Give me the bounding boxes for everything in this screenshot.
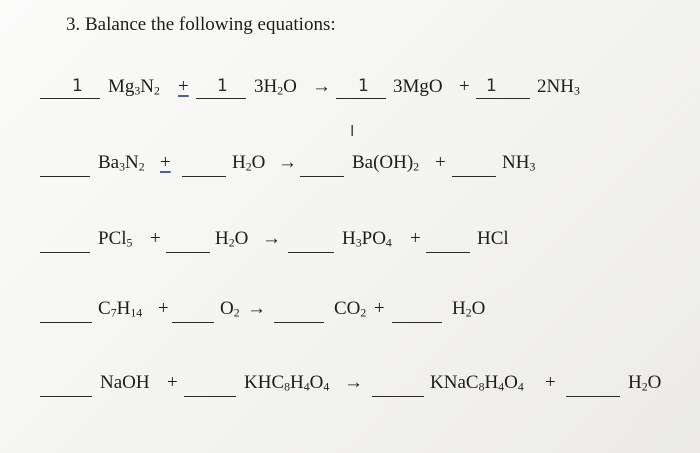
species-formula: $H_3PO_4$ [342,228,392,250]
coefficient-blank[interactable] [40,176,90,177]
species-formula: HCl [477,228,509,249]
coefficient-blank[interactable] [336,98,386,99]
coefficient-blank[interactable] [426,252,470,253]
coefficient-blank[interactable] [40,252,90,253]
arrow-operator: → [344,372,363,393]
arrow-operator: → [247,298,266,319]
arrow-operator: → [312,76,331,97]
equation-row-1 [0,72,700,112]
species-formula: $H_2O$ [215,228,249,250]
plus-operator: + [150,228,161,249]
plus-operator: + [435,152,446,173]
coefficient-blank[interactable] [372,396,424,397]
coefficient-blank[interactable] [288,252,334,253]
species-formula: $2NH_3$ [537,76,580,98]
coefficient-blank[interactable] [184,396,236,397]
coefficient-blank[interactable] [182,176,226,177]
arrow-operator: → [262,228,281,249]
coefficient-value: 1 [217,76,228,96]
plus-operator: + [167,372,178,393]
coefficient-blank[interactable] [452,176,496,177]
question-text: Balance the following equations: [85,14,336,35]
coefficient-value: 1 [486,76,497,96]
plus-operator: + [374,298,385,319]
species-formula: $NH_3$ [502,152,536,174]
species-formula: $Ba_3N_2$ [98,152,145,174]
equation-row-3 [0,224,700,264]
species-formula: $3H_2O$ [254,76,297,98]
arrow-operator: → [278,152,297,173]
question-number: 3. [66,14,81,35]
plus-operator: + [545,372,556,393]
coefficient-blank[interactable] [196,98,246,99]
coefficient-blank[interactable] [172,322,214,323]
equation-row-5 [0,368,700,408]
plus-operator: + [459,76,470,97]
plus-operator: + [410,228,421,249]
coefficient-value: 1 [72,76,83,96]
species-formula: $KNaC_8H_4O_4$ [430,372,524,394]
coefficient-blank[interactable] [476,98,530,99]
plus-operator: + [158,298,169,319]
species-formula: $Ba(OH)_2$ [352,152,420,174]
coefficient-value: 1 [358,76,369,96]
coefficient-blank[interactable] [392,322,442,323]
coefficient-blank[interactable] [274,322,324,323]
species-formula: $O_2$ [220,298,240,320]
equation-row-2 [0,148,700,188]
coefficient-blank[interactable] [40,396,92,397]
species-formula: $H_2O$ [232,152,266,174]
species-formula: $H_2O$ [452,298,486,320]
species-formula: $C_7H_{14}$ [98,298,143,320]
species-formula: $KHC_8H_4O_4$ [244,372,330,394]
coefficient-blank[interactable] [300,176,344,177]
question-heading [66,14,336,36]
coefficient-blank[interactable] [40,98,100,99]
coefficient-blank[interactable] [166,252,210,253]
species-formula: $CO_2$ [334,298,367,320]
plus-operator: + [178,76,189,97]
plus-operator: + [160,152,171,173]
species-formula: $H_2O$ [628,372,662,394]
species-formula: $Mg_3N_2$ [108,76,160,98]
text-cursor-icon: I [350,122,355,140]
equation-row-4 [0,294,700,334]
species-formula: NaOH [100,372,150,393]
species-formula: PCl$_5$ [98,228,133,250]
coefficient-blank[interactable] [40,322,92,323]
coefficient-blank[interactable] [566,396,620,397]
species-formula: 3MgO [393,76,443,97]
